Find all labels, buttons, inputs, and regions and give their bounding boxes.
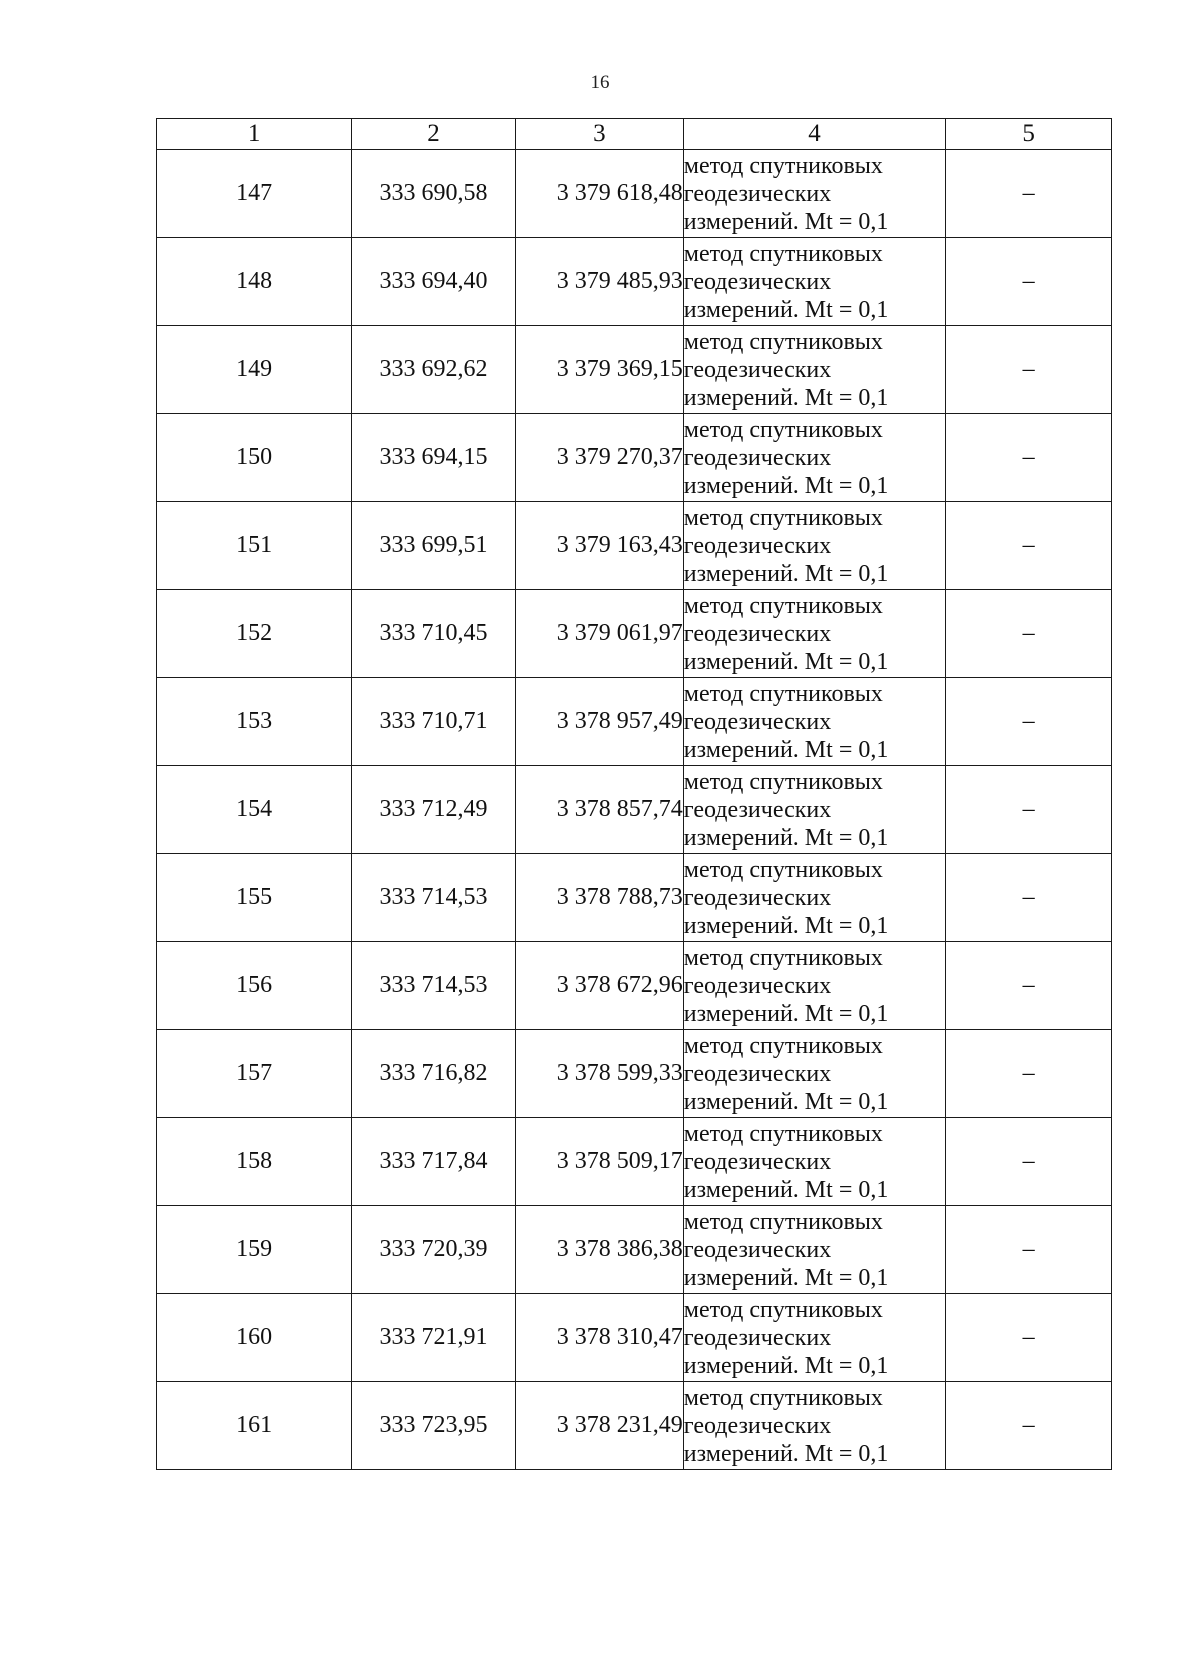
x-coordinate-cell: 333 716,82 [352,1030,516,1118]
method-text-line: измерений. Mt = 0,1 [683,824,889,851]
method-text-line: геодезических [683,356,832,383]
note-cell: – [946,1294,1112,1382]
note-cell: – [946,678,1112,766]
x-coordinate-cell: 333 699,51 [352,502,516,590]
method-text-line: измерений. Mt = 0,1 [683,1000,889,1027]
table-row [157,678,1112,766]
method-text-line: геодезических [683,1148,832,1175]
x-coordinate-cell: 333 690,58 [352,150,516,238]
point-number-cell: 149 [157,326,352,414]
method-text-line: геодезических [683,1324,832,1351]
x-coordinate-cell: 333 717,84 [352,1118,516,1206]
x-coordinate-cell: 333 710,71 [352,678,516,766]
point-number-cell: 160 [157,1294,352,1382]
method-cell [683,678,945,766]
method-cell [683,1206,945,1294]
table-row [157,502,1112,590]
y-coordinate-cell: 3 378 231,49 [515,1382,683,1470]
point-number-cell: 151 [157,502,352,590]
y-coordinate-cell: 3 378 672,96 [515,942,683,1030]
note-cell: – [946,326,1112,414]
x-coordinate-cell: 333 721,91 [352,1294,516,1382]
column-header: 2 [352,119,516,150]
method-text-line: геодезических [683,444,832,471]
y-coordinate-cell: 3 379 061,97 [515,590,683,678]
note-cell: – [946,854,1112,942]
column-header: 5 [946,119,1112,150]
point-number-cell: 155 [157,854,352,942]
note-cell: – [946,502,1112,590]
note-cell: – [946,414,1112,502]
table-row [157,238,1112,326]
point-number-cell: 147 [157,150,352,238]
note-cell: – [946,1030,1112,1118]
point-number-cell: 154 [157,766,352,854]
y-coordinate-cell: 3 378 957,49 [515,678,683,766]
method-text-line: геодезических [683,796,832,823]
method-text-line: измерений. Mt = 0,1 [683,472,889,499]
note-cell: – [946,766,1112,854]
point-number-cell: 153 [157,678,352,766]
table-row [157,942,1112,1030]
method-cell [683,1118,945,1206]
method-text-line: метод спутниковых [683,1384,883,1411]
y-coordinate-cell: 3 379 618,48 [515,150,683,238]
method-text-line: метод спутниковых [683,152,883,179]
method-text-line: метод спутниковых [683,240,883,267]
method-text-line: метод спутниковых [683,1296,883,1323]
method-text-line: метод спутниковых [683,1208,883,1235]
y-coordinate-cell: 3 379 163,43 [515,502,683,590]
point-number-cell: 159 [157,1206,352,1294]
note-cell: – [946,150,1112,238]
column-header: 4 [683,119,945,150]
table-row [157,1206,1112,1294]
point-number-cell: 161 [157,1382,352,1470]
method-text-line: метод спутниковых [683,856,883,883]
method-text-line: геодезических [683,708,832,735]
table-row [157,1382,1112,1470]
table-row [157,590,1112,678]
note-cell: – [946,1118,1112,1206]
method-text-line: метод спутниковых [683,680,883,707]
x-coordinate-cell: 333 692,62 [352,326,516,414]
method-text-line: измерений. Mt = 0,1 [683,736,889,763]
y-coordinate-cell: 3 378 599,33 [515,1030,683,1118]
method-text-line: измерений. Mt = 0,1 [683,912,889,939]
method-cell [683,150,945,238]
method-cell [683,1030,945,1118]
y-coordinate-cell: 3 378 310,47 [515,1294,683,1382]
point-number-cell: 150 [157,414,352,502]
y-coordinate-cell: 3 379 270,37 [515,414,683,502]
method-cell [683,942,945,1030]
point-number-cell: 158 [157,1118,352,1206]
method-text-line: геодезических [683,620,832,647]
method-text-line: метод спутниковых [683,416,883,443]
method-cell [683,502,945,590]
method-cell [683,1294,945,1382]
method-text-line: измерений. Mt = 0,1 [683,1264,889,1291]
table-row [157,150,1112,238]
method-text-line: геодезических [683,532,832,559]
method-text-line: измерений. Mt = 0,1 [683,560,889,587]
method-text-line: геодезических [683,1412,832,1439]
table-row [157,854,1112,942]
method-text-line: метод спутниковых [683,1120,883,1147]
method-text-line: измерений. Mt = 0,1 [683,1352,889,1379]
method-text-line: геодезических [683,180,832,207]
column-header: 1 [157,119,352,150]
method-text-line: измерений. Mt = 0,1 [683,648,889,675]
table-row [157,414,1112,502]
method-text-line: геодезических [683,884,832,911]
x-coordinate-cell: 333 710,45 [352,590,516,678]
method-text-line: измерений. Mt = 0,1 [683,1176,889,1203]
x-coordinate-cell: 333 720,39 [352,1206,516,1294]
note-cell: – [946,590,1112,678]
x-coordinate-cell: 333 694,40 [352,238,516,326]
method-cell [683,766,945,854]
method-text-line: измерений. Mt = 0,1 [683,296,889,323]
method-text-line: измерений. Mt = 0,1 [683,1440,889,1467]
table-row [157,326,1112,414]
table-row [157,766,1112,854]
method-text-line: геодезических [683,972,832,999]
method-text-line: метод спутниковых [683,328,883,355]
x-coordinate-cell: 333 714,53 [352,942,516,1030]
y-coordinate-cell: 3 379 369,15 [515,326,683,414]
point-number-cell: 152 [157,590,352,678]
y-coordinate-cell: 3 379 485,93 [515,238,683,326]
point-number-cell: 148 [157,238,352,326]
method-text-line: геодезических [683,1060,832,1087]
method-text-line: измерений. Mt = 0,1 [683,384,889,411]
method-cell [683,326,945,414]
x-coordinate-cell: 333 712,49 [352,766,516,854]
method-cell [683,414,945,502]
table-header-row [157,119,1112,150]
table-row [157,1294,1112,1382]
table-row [157,1030,1112,1118]
method-text-line: геодезических [683,268,832,295]
point-number-cell: 157 [157,1030,352,1118]
method-text-line: метод спутниковых [683,1032,883,1059]
y-coordinate-cell: 3 378 788,73 [515,854,683,942]
method-cell [683,1382,945,1470]
column-header: 3 [515,119,683,150]
method-cell [683,854,945,942]
note-cell: – [946,1382,1112,1470]
x-coordinate-cell: 333 694,15 [352,414,516,502]
y-coordinate-cell: 3 378 857,74 [515,766,683,854]
point-number-cell: 156 [157,942,352,1030]
method-text-line: метод спутниковых [683,592,883,619]
method-text-line: геодезических [683,1236,832,1263]
method-text-line: измерений. Mt = 0,1 [683,208,889,235]
note-cell: – [946,238,1112,326]
page-number: 16 [590,72,610,93]
y-coordinate-cell: 3 378 509,17 [515,1118,683,1206]
method-text-line: измерений. Mt = 0,1 [683,1088,889,1115]
table-row [157,1118,1112,1206]
method-text-line: метод спутниковых [683,944,883,971]
note-cell: – [946,1206,1112,1294]
method-text-line: метод спутниковых [683,768,883,795]
coordinates-table [156,118,1112,1470]
method-cell [683,590,945,678]
x-coordinate-cell: 333 723,95 [352,1382,516,1470]
note-cell: – [946,942,1112,1030]
y-coordinate-cell: 3 378 386,38 [515,1206,683,1294]
method-cell [683,238,945,326]
method-text-line: метод спутниковых [683,504,883,531]
x-coordinate-cell: 333 714,53 [352,854,516,942]
